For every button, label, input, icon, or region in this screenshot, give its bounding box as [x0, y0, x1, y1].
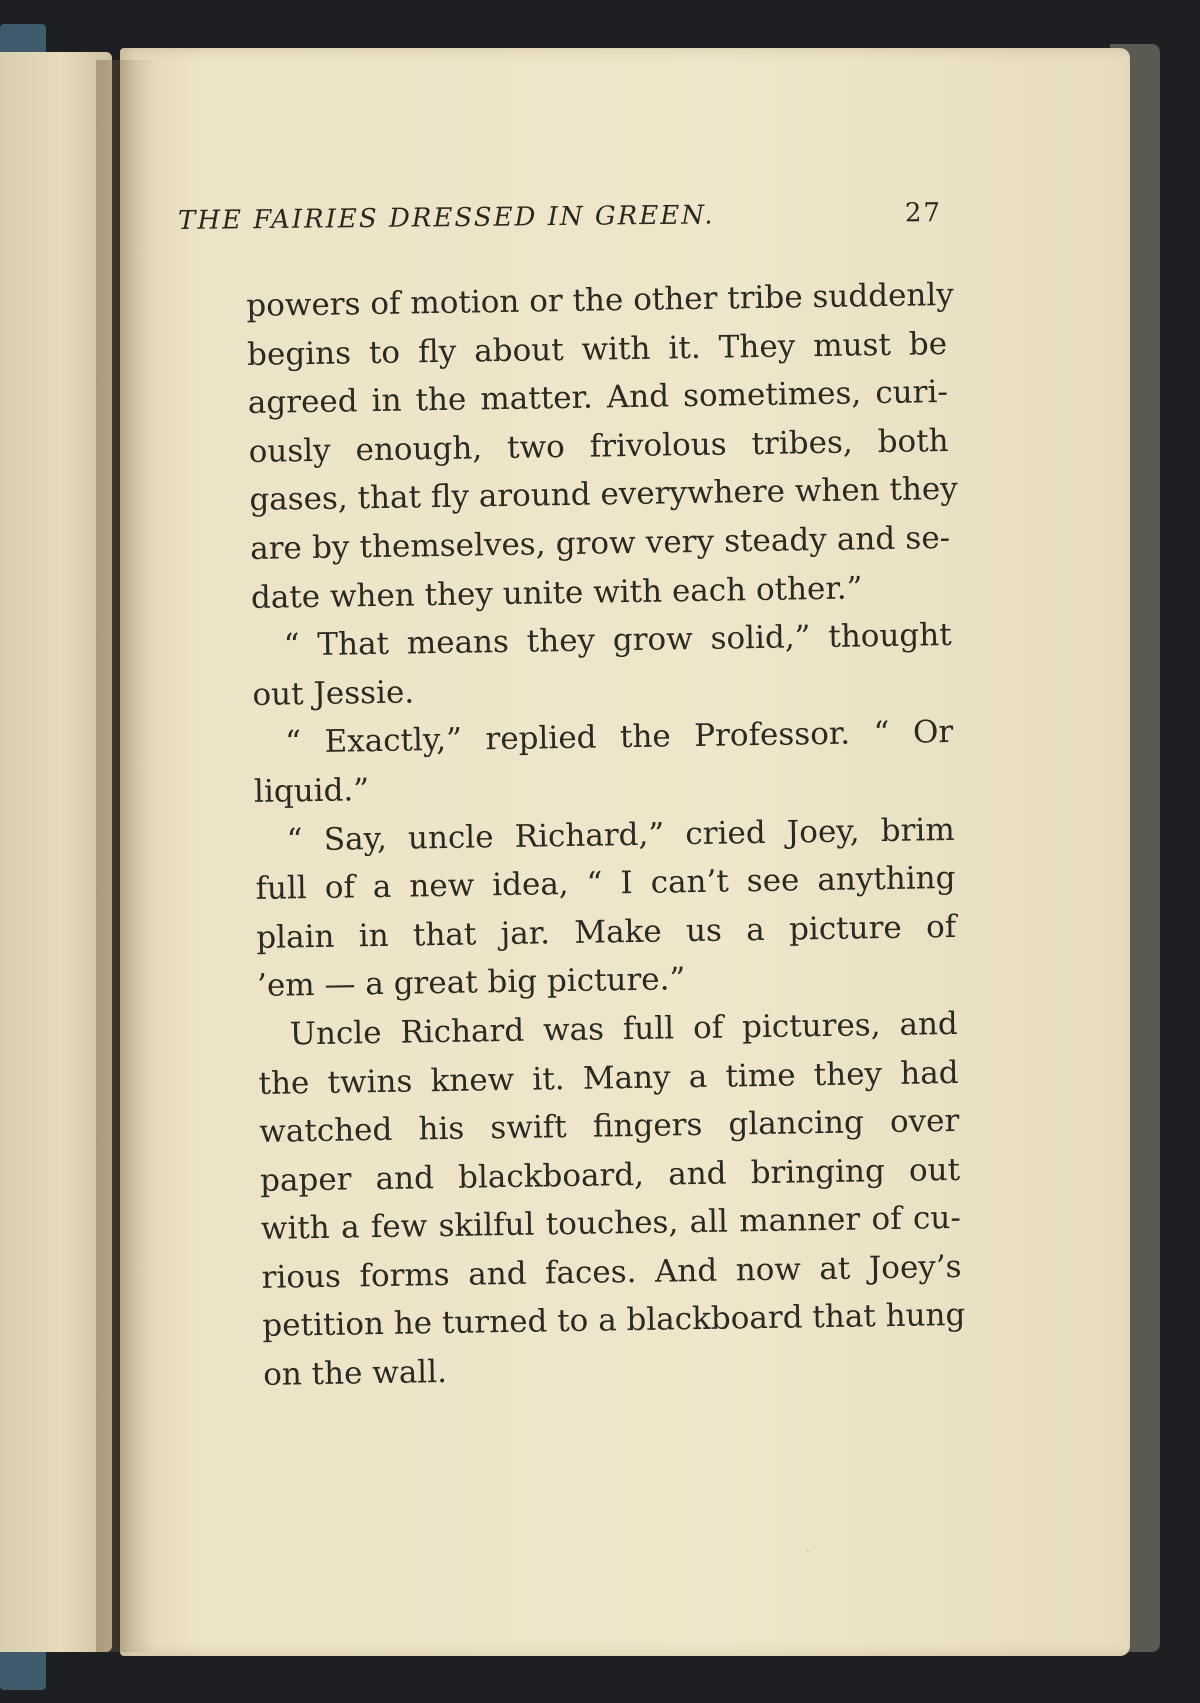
page-gutter — [96, 60, 156, 1652]
text-line: liquid.” — [253, 772, 370, 810]
text-line: “ Exactly,” replied the Professor. “ Or — [284, 714, 954, 761]
text-line: the twins knew it. Many a time they had — [258, 1054, 959, 1102]
page-number: 27 — [904, 198, 943, 229]
text-line: watched his swift fingers glancing over — [259, 1102, 960, 1150]
text-line: begins to fly about with it. They must be — [246, 325, 948, 373]
text-line: ’em — a great big picture.” — [256, 961, 686, 1005]
text-line: petition he turned to a blackboard that hung — [262, 1297, 966, 1345]
text-line: agreed in the matter. And sometimes, curi- — [247, 374, 949, 422]
text-line: powers of motion or the other tribe suddenly — [246, 276, 955, 324]
text-line: plain in that jar. Make us a picture of — [256, 908, 957, 956]
text-line: on the wall. — [262, 1354, 448, 1393]
text-line: out Jessie. — [252, 674, 415, 713]
text-line: with a few skilful touches, all manner of cu- — [260, 1200, 962, 1248]
text-line: “ Say, uncle Richard,” cried Joey, brim — [286, 811, 955, 858]
text-line: “ That means they grow solid,” thought — [283, 617, 952, 664]
running-head-title: THE FAIRIES DRESSED IN GREEN. — [177, 200, 715, 236]
text-line: Uncle Richard was full of pictures, and — [289, 1005, 959, 1053]
text-line: rious forms and faces. And now at Joey’s — [261, 1248, 962, 1296]
paper-blemish: · — [806, 1544, 810, 1558]
text-line: are by themselves, grow very steady and se- — [249, 519, 951, 567]
text-line: full of a new idea, “ I can’t see anything — [255, 860, 956, 908]
text-line: gases, that fly around everywhere when they — [249, 471, 959, 519]
text-line: date when they unite with each other.” — [250, 569, 863, 616]
text-line: paper and blackboard, and bringing out — [259, 1151, 961, 1199]
body-text — [246, 271, 966, 1400]
text-line: ously enough, two frivolous tribes, both — [248, 422, 949, 470]
